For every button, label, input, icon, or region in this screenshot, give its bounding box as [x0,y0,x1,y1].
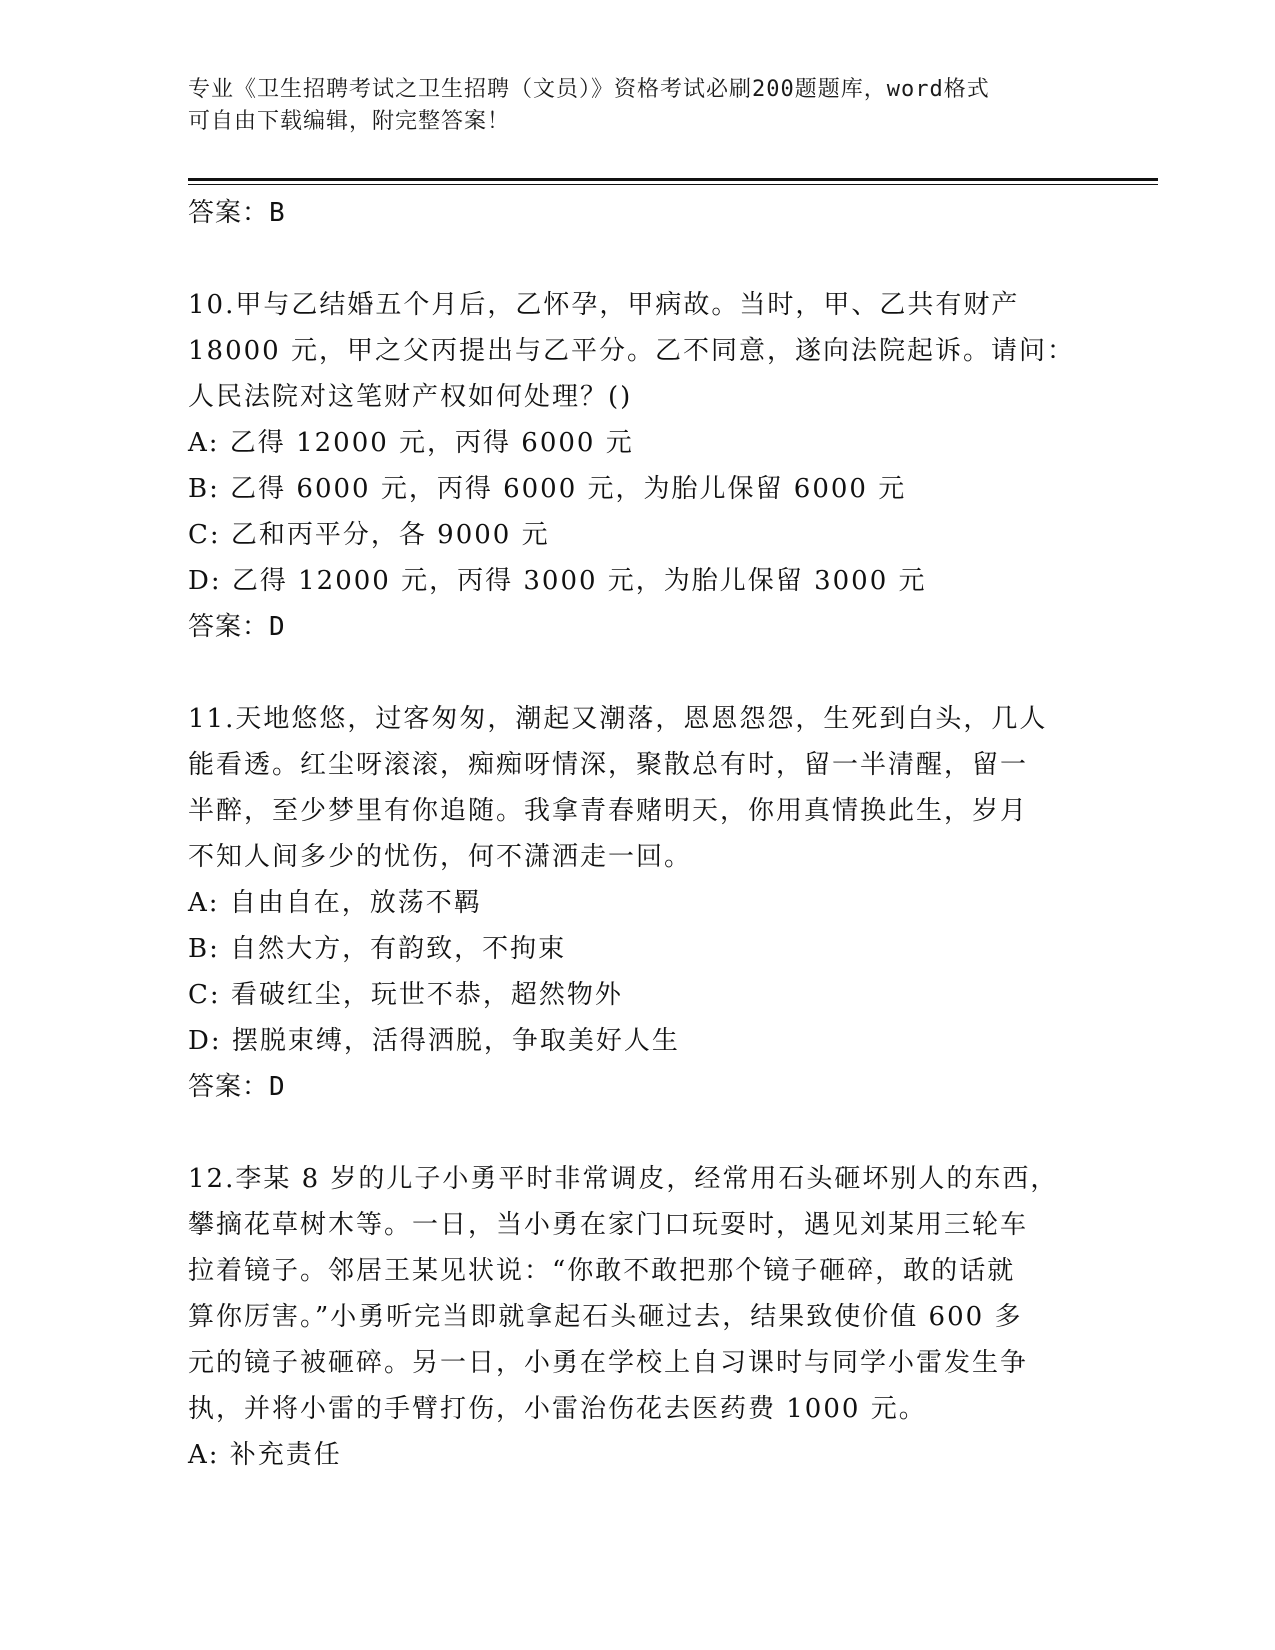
header-line-2: 可自由下载编辑，附完整答案！ [188,109,511,134]
option-a: A: 自由自在，放荡不羁 [188,888,482,918]
question-text-line: 不知人间多少的忧伤，何不潇洒走一回。 [188,842,693,872]
question-text-line: 攀摘花草树木等。一日，当小勇在家门口玩耍时，遇见刘某用三轮车 [188,1210,1029,1240]
question-text-line: 人民法院对这笔财产权如何处理？() [188,382,633,412]
option-d: D: 摆脱束缚，活得洒脱，争取美好人生 [188,1026,680,1056]
question-text-line: 能看透。红尘呀滚滚，痴痴呀情深，聚散总有时，留一半清醒，留一 [188,750,1029,780]
question-10 [188,282,1088,650]
question-text-line: 元的镜子被砸碎。另一日，小勇在学校上自习课时与同学小雷发生争 [188,1348,1029,1378]
question-12 [188,1156,1088,1478]
header-divider-thick [188,178,1158,181]
question-text-line: 执，并将小雷的手臂打伤，小雷治伤花去医药费 1000 元。 [188,1394,927,1424]
question-text-line: 算你厉害。”小勇听完当即就拿起石头砸过去，结果致使价值 600 多 [188,1302,1023,1332]
question-11 [188,696,1088,1110]
page-header [188,74,1068,138]
document-body [188,190,1088,1478]
question-text-line: 拉着镜子。邻居王某见状说：“你敢不敢把那个镜子砸碎，敢的话就 [188,1256,1016,1286]
option-d: D: 乙得 12000 元，丙得 3000 元，为胎儿保留 3000 元 [188,566,927,596]
option-b: B: 自然大方，有韵致，不拘束 [188,934,567,964]
question-text-line: 12.李某 8 岁的儿子小勇平时非常调皮，经常用石头砸坏别人的东西， [188,1164,1059,1194]
spacer [188,236,1088,282]
answer-previous: 答案：B [188,198,286,228]
question-text-line: 半醉，至少梦里有你追随。我拿青春赌明天，你用真情换此生，岁月 [188,796,1029,826]
question-text-line: 11.天地悠悠，过客匆匆，潮起又潮落，恩恩怨怨，生死到白头，几人 [188,704,1048,734]
option-c: C: 乙和丙平分，各 9000 元 [188,520,550,550]
question-text-line: 10.甲与乙结婚五个月后，乙怀孕，甲病故。当时，甲、乙共有财产 [188,290,1020,320]
option-a: A: 乙得 12000 元，丙得 6000 元 [188,428,634,458]
spacer [188,1110,1088,1156]
question-text-line: 18000 元，甲之父丙提出与乙平分。乙不同意，遂向法院起诉。请问： [188,336,1075,366]
answer: 答案：D [188,1072,286,1102]
option-b: B: 乙得 6000 元，丙得 6000 元，为胎儿保留 6000 元 [188,474,907,504]
header-line-1: 专业《卫生招聘考试之卫生招聘（文员）》资格考试必刷200题题库，word格式 [188,77,990,102]
answer: 答案：D [188,612,286,642]
header-divider-thin [188,184,1158,185]
option-c: C: 看破红尘，玩世不恭，超然物外 [188,980,623,1010]
option-a: A: 补充责任 [188,1440,342,1470]
spacer [188,650,1088,696]
